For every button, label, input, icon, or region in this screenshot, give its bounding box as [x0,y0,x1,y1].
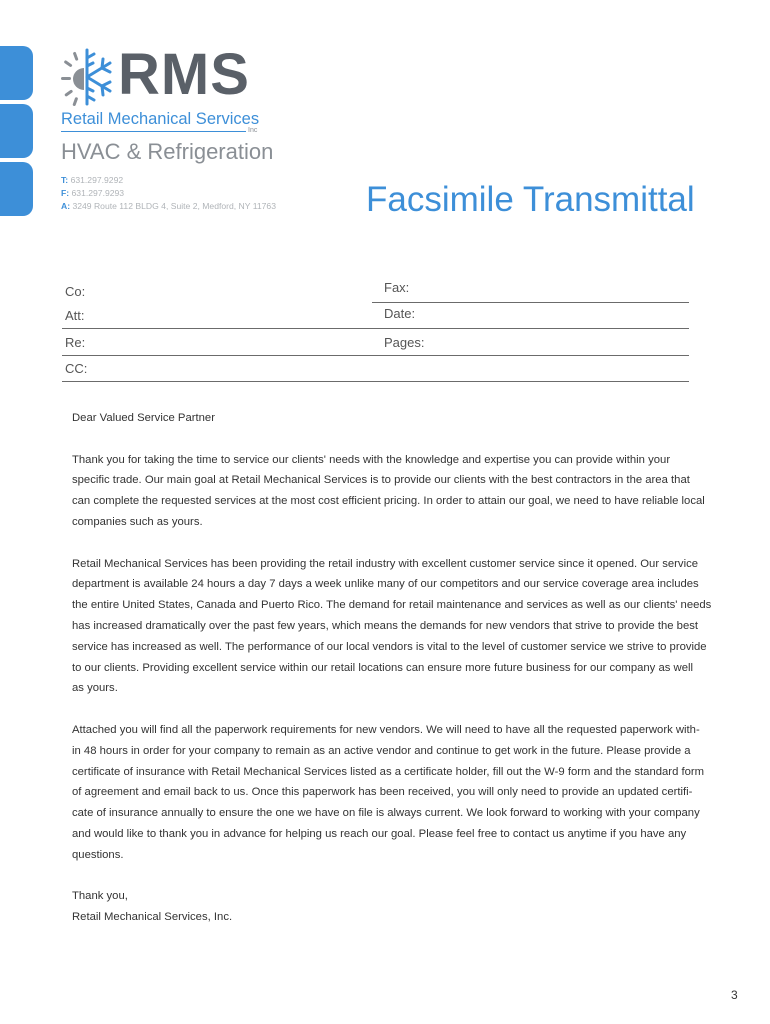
logo-wordmark: RMS [118,42,250,107]
field-re-label: Re: [65,335,86,350]
re-pages-line [62,355,689,356]
text-line: has increased dramatically over the past few years, which means the demands for new vendors that strive to provide the best [72,619,699,632]
text-line: can complete the requested services at the most cost efficient pricing. In order to attain our goal, we need to have reliable local [72,495,705,508]
contact-address [61,200,276,212]
document-title: Facsimile Transmittal [366,180,695,219]
text-line: certificate of insurance with Retail Mechanical Services listed as a certificate holder, fill out the W-9 form and the standard form [72,765,705,778]
contact-fax [61,187,124,199]
text-line: Retail Mechanical Services has been providing the retail industry with excellent customer service since it opened. Our service [72,557,699,570]
contact-phone [61,174,123,186]
fax-key: F: [61,188,70,198]
fax-value: 631.297.9293 [71,188,125,198]
page-number: 3 [731,988,738,1002]
text-line: Thank you for taking the time to service our clients' needs with the knowledge and expertise you can provide within your [72,453,671,466]
text-line: in 48 hours in order for your company to remain as an active vendor and continue to get work in the future. Please provide a [72,744,691,757]
address-value: 3249 Route 112 BLDG 4, Suite 2, Medford, NY 11763 [72,201,276,211]
phone-key: T: [61,175,69,185]
text-line: of agreement and email back to us. Once this paperwork has been received, you will only need to provide an updated certifi- [72,786,693,799]
paragraph-2 [72,554,712,700]
field-pages-label: Pages: [384,335,425,350]
field-att-label: Att: [65,308,85,323]
text-line: the entire United States, Canada and Puerto Rico. The demand for retail maintenance and services as well as our clients' needs [72,599,712,612]
company-suffix: Inc [248,127,258,134]
field-fax-label: Fax: [384,280,410,295]
letter-greeting: Dear Valued Service Partner [72,412,215,424]
text-line: companies such as yours. [72,515,203,528]
side-tab-1 [0,46,33,100]
att-date-line [62,328,689,329]
phone-value: 631.297.9292 [70,175,124,185]
paragraph-1 [72,450,712,533]
text-line: cate of insurance annually to ensure the one we have on file is always current. We look forward to working with your company [72,807,700,820]
text-line: and would like to thank you in advance for helping us reach our goal. Please feel free to contact us anytime if you have any [72,827,687,840]
text-line: specific trade. Our main goal at Retail Mechanical Services is to provide our clients with the best contractors in the area that [72,474,690,487]
company-name: Retail Mechanical Services [61,110,260,128]
field-co-label: Co: [65,284,86,299]
text-line: questions. [72,848,124,861]
address-key: A: [61,201,71,211]
paragraph-3 [72,720,712,866]
text-line: Attached you will find all the paperwork requirements for new vendors. We will need to have all the requested paperwork with- [72,723,700,736]
side-tab-3 [0,162,33,216]
tagline: HVAC & Refrigeration [61,139,274,164]
letter-signature: Retail Mechanical Services, Inc. [72,911,233,924]
text-line: as yours. [72,682,118,695]
text-line: department is available 24 hours a day 7 days a week unlike many of our competitors and our service coverage area includes [72,578,699,591]
field-cc-label: CC: [65,361,88,376]
letter-body [72,408,712,928]
fax-line [372,302,689,303]
letter-closing: Thank you, [72,890,128,903]
side-tab-2 [0,104,33,158]
logo-divider [61,131,246,132]
snowflake-sun-icon [56,46,118,108]
text-line: service has increased as well. The performance of our local vendors is vital to the level of customer service we strive to provide [72,640,707,653]
text-line: to our clients. Providing excellent service within our retail locations can ensure more future business for our company as well [72,661,693,674]
field-date-label: Date: [384,306,416,321]
cc-line [62,381,689,382]
